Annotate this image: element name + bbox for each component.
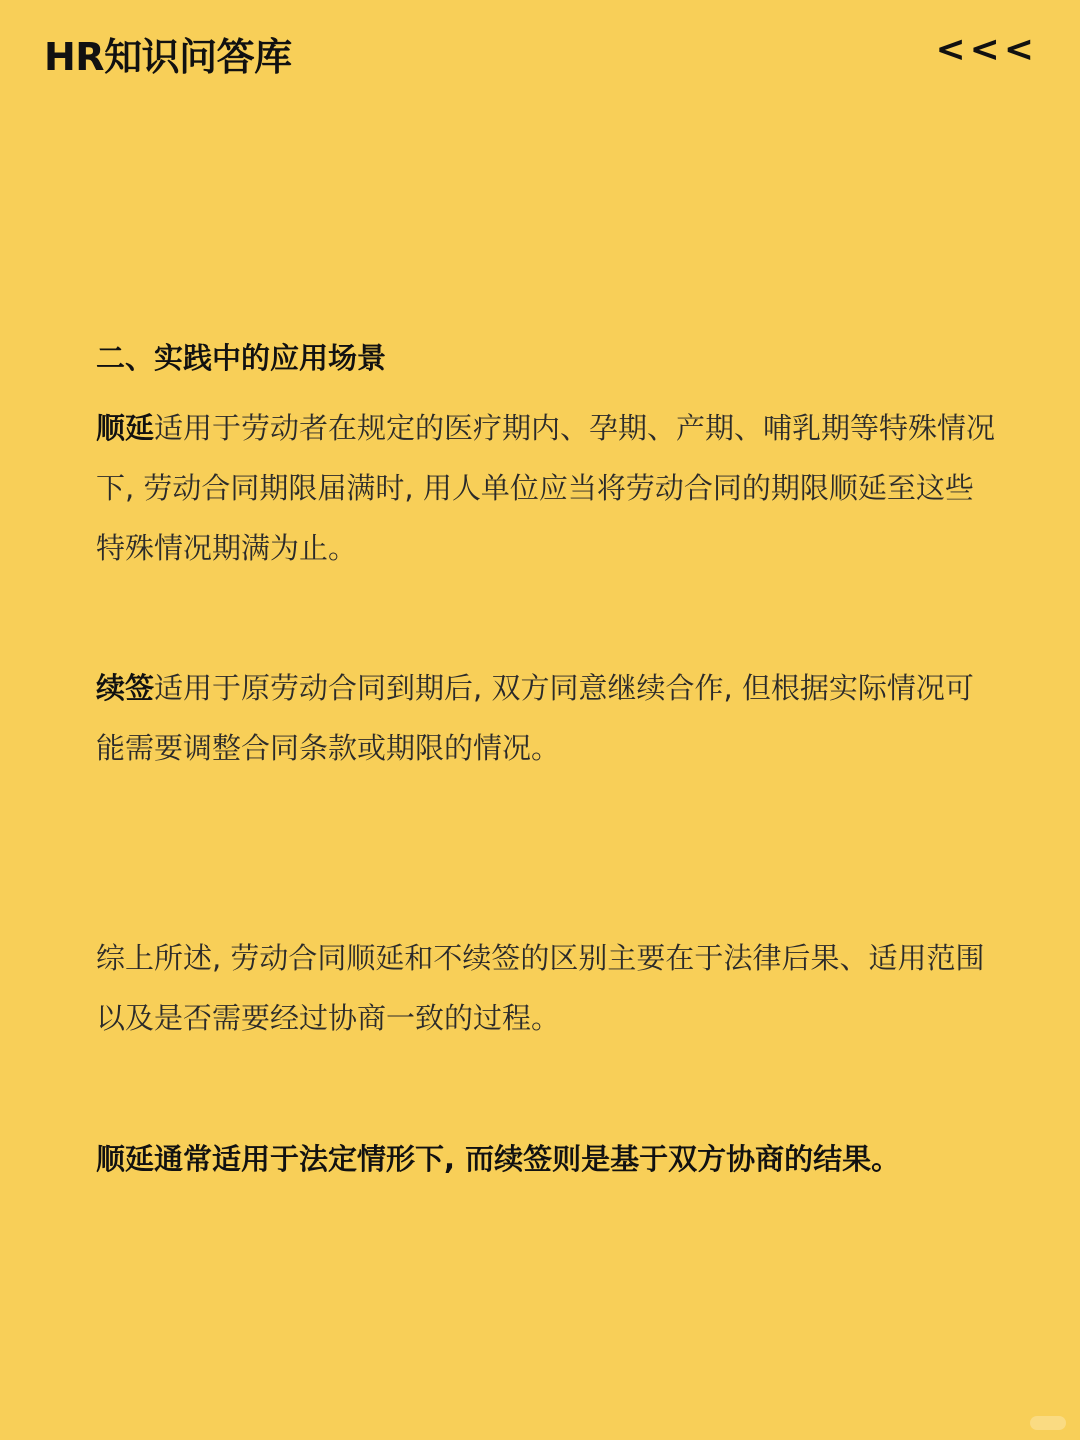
term-shunyan: 顺延 bbox=[96, 411, 155, 445]
paragraph-shunyan bbox=[96, 398, 996, 578]
paragraph-xuqian-text: 适用于原劳动合同到期后, 双方同意继续合作, 但根据实际情况可能需要调整合同条款或期限的情况。 bbox=[96, 671, 974, 765]
watermark-mark bbox=[1030, 1416, 1066, 1430]
page-title: HR知识问答库 bbox=[44, 35, 292, 79]
paragraph-shunyan-text: 适用于劳动者在规定的医疗期内、孕期、产期、哺乳期等特殊情况下, 劳动合同期限届满时, 用人单位应当将劳动合同的期限顺延至这些特殊情况期满为止。 bbox=[96, 411, 996, 565]
conclusion-text: 顺延通常适用于法定情形下, 而续签则是基于双方协商的结果。 bbox=[96, 1142, 901, 1176]
section-heading: 二、实践中的应用场景 bbox=[96, 341, 387, 375]
paragraph-xuqian bbox=[96, 658, 996, 778]
paragraph-summary bbox=[96, 928, 996, 1048]
term-xuqian: 续签 bbox=[96, 671, 155, 705]
paragraph-summary-text: 综上所述, 劳动合同顺延和不续签的区别主要在于法律后果、适用范围以及是否需要经过协商一致的过程。 bbox=[96, 941, 985, 1035]
back-arrows-icon[interactable]: <<< bbox=[935, 29, 1038, 70]
